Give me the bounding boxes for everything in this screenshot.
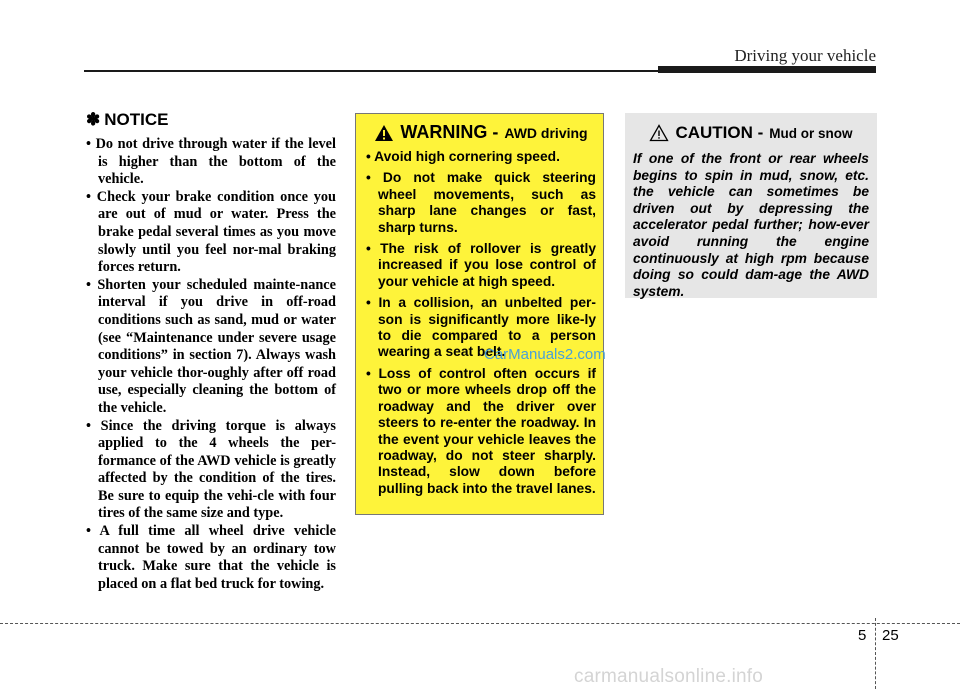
warning-label: WARNING - (400, 122, 499, 142)
caution-box (625, 113, 877, 298)
notice-star-icon: ✽ (86, 110, 101, 129)
watermark-overlay: CarManuals2.com (484, 346, 606, 363)
footer-divider (875, 618, 876, 689)
page-number: 25 (882, 627, 899, 644)
notice-item: • Shorten your scheduled mainte-nance interval if you drive in off-road conditions such as sand, mud or water (see “Maintenance under severe usage conditions” in section 7). Always wash your vehicle thor-oughly after off road use, especially cleaning the bottom of the vehicle. (86, 276, 336, 416)
warning-item: • The risk of rollover is greatly increased if you lose control of your vehicle at high speed. (366, 241, 596, 289)
caution-heading (633, 123, 869, 143)
header-rule-thin (84, 70, 662, 72)
caution-triangle-icon (649, 124, 669, 142)
notice-item: • Do not drive through water if the level is higher than the bottom of the vehicle. (86, 136, 336, 188)
warning-heading (366, 122, 596, 143)
notice-heading (86, 110, 336, 130)
notice-section (86, 110, 336, 593)
warning-subtitle: AWD driving (504, 124, 588, 141)
header-rule-thick (658, 66, 876, 73)
warning-list (366, 149, 596, 497)
chapter-number: 5 (858, 627, 867, 644)
section-title: Driving your vehicle (734, 46, 876, 65)
warning-box (355, 113, 604, 515)
caution-body: If one of the front or rear wheels begins to spin in mud, snow, etc. the vehicle can sometimes be driven out by depressing the accelerator pedal further; how-ever avoid running the engine continuously at high rpm because doing so could dam-age the AWD system. (633, 151, 869, 299)
caution-label: CAUTION - (675, 123, 764, 142)
watermark-footer: carmanualsonline.info (574, 666, 764, 687)
notice-list (86, 136, 336, 593)
notice-item: • Since the driving torque is always applied to the 4 wheels the per-formance of the AWD vehicle is greatly affected by the condition of the tires. Be sure to equip the vehi-cle with four tires of the same size and type. (86, 417, 336, 522)
footer-rule (0, 623, 960, 624)
notice-title: NOTICE (104, 110, 169, 129)
warning-item: • Loss of control often occurs if two or more wheels drop off the roadway and the driver over steers to re-enter the roadway. In the event your vehicle leaves the roadway, do not steer sharply. Instead, slow down before pulling back into the travel lanes. (366, 365, 596, 496)
warning-triangle-icon (374, 124, 394, 142)
notice-item: • A full time all wheel drive vehicle cannot be towed by an ordinary tow truck. Make sure that the vehicle is placed on a flat bed truck for towing. (86, 523, 336, 592)
warning-item: • Avoid high cornering speed. (366, 149, 560, 164)
notice-item: • Check your brake condition once you are out of mud or water. Press the brake pedal several times as you move slowly until you feel nor-mal braking forces return. (86, 188, 336, 276)
caution-subtitle: Mud or snow (769, 125, 853, 141)
warning-item: • In a collision, an unbelted per-son is significantly more like-ly to die compared to a person wearing a seat belt. (366, 295, 596, 360)
warning-item: • Do not make quick steering wheel movements, such as sharp lane changes or fast, sharp turns. (366, 170, 596, 235)
